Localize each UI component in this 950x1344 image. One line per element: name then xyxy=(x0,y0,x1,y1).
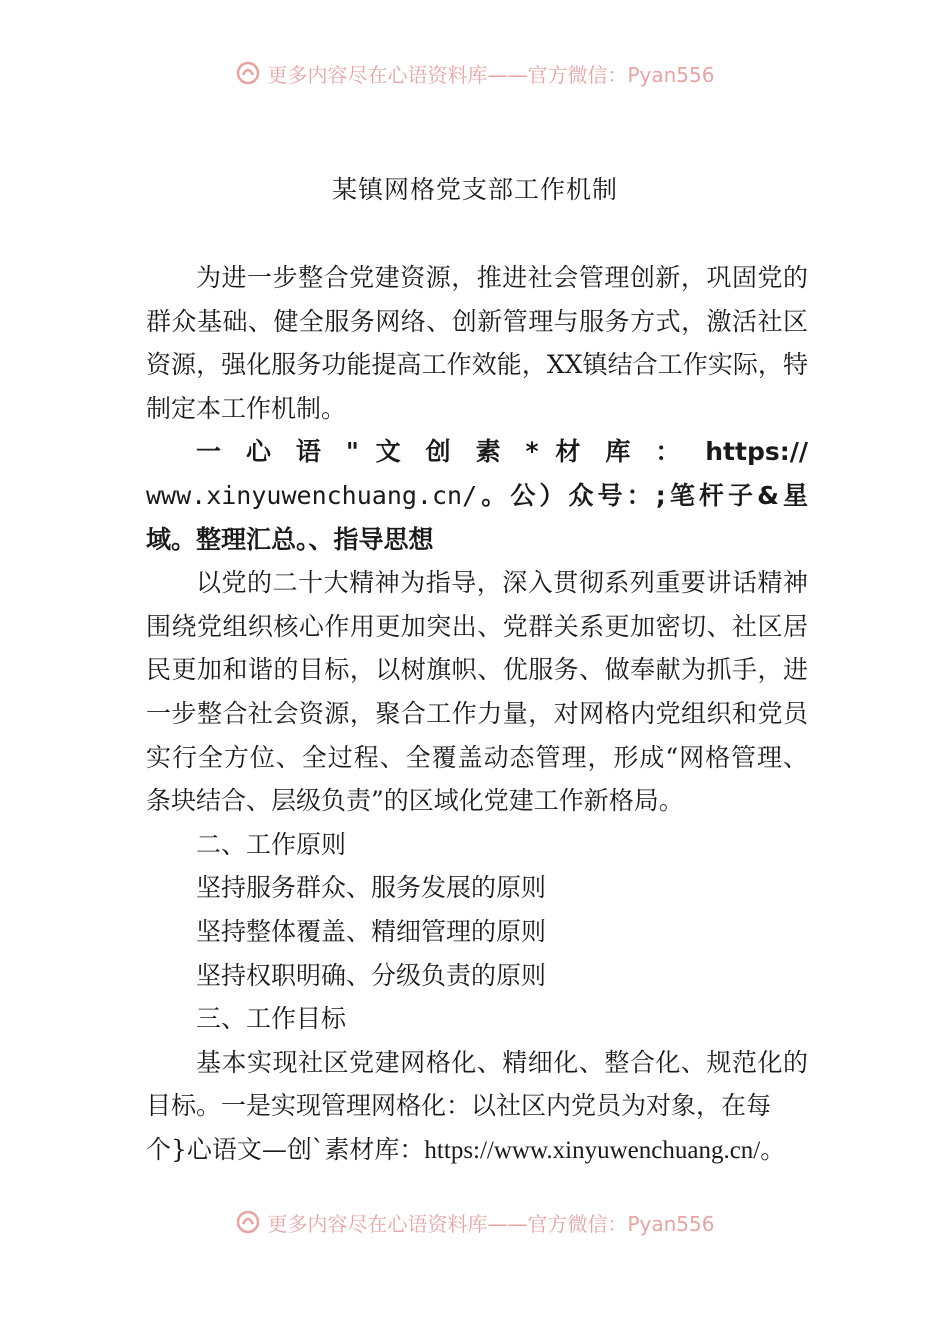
principle-item: 坚持服务群众、服务发展的原则 xyxy=(196,873,547,903)
last-line xyxy=(146,1128,808,1173)
watermark-text: 更多内容尽在心语资料库——官方微信：Pyan556 xyxy=(267,62,715,87)
section-heading-principles: 二、工作原则 xyxy=(196,829,347,859)
last-line-url: https://www.xinyuwenchuang.cn/ xyxy=(424,1136,761,1164)
ad-line-text: 一 心 语 " 文 创 素 * 材 库 ： https:// xyxy=(196,437,808,467)
brand-logo-icon xyxy=(235,60,261,86)
document-title: 某镇网格党支部工作机制 xyxy=(331,175,618,204)
ad-continuation xyxy=(146,474,808,561)
principle-item: 坚持权职明确、分级负责的原则 xyxy=(196,960,547,990)
brand-logo-icon xyxy=(235,1209,261,1235)
ad-url: www.xinyuwenchuang.cn/ xyxy=(146,480,478,510)
last-line-suffix: 。 xyxy=(760,1134,786,1164)
section-heading-goals: 三、工作目标 xyxy=(196,1004,347,1034)
principle-item: 坚持整体覆盖、精细管理的原则 xyxy=(196,916,547,946)
watermark-text: 更多内容尽在心语资料库——官方微信：Pyan556 xyxy=(267,1211,715,1236)
last-line-prefix: 个}心语文—创`素材库： xyxy=(146,1134,425,1164)
guiding-heading: 。公）众号：;笔杆子&星域。整理汇总。、指导思想 xyxy=(146,480,808,554)
intro-paragraph: 为进一步整合党建资源，推进社会管理创新，巩固党的群众基础、健全服务网络、创新管理与服务方式，激活社区资源，强化服务功能提高工作效能，XX镇结合工作实际，特制定本工作机制。 xyxy=(146,263,808,423)
ad-line xyxy=(146,430,808,474)
watermark-header xyxy=(0,58,950,88)
document-body xyxy=(146,256,808,1172)
guiding-paragraph: 以党的二十大精神为指导，深入贯彻系列重要讲话精神围绕党组织核心作用更加突出、党群关系更加密切、社区居民更加和谐的目标，以树旗帜、优服务、做奉献为抓手，进一步整合社会资源，聚合工作力量，对网格内党组织和党员实行全方位、全过程、全覆盖动态管理，形成“网格管理、条块结合、层级负责”的区域化党建工作新格局。 xyxy=(146,568,808,816)
goals-paragraph: 基本实现社区党建网格化、精细化、整合化、规范化的目标。一是实现管理网格化：以社区内党员为对象，在每 xyxy=(146,1047,808,1121)
watermark-footer xyxy=(0,1207,950,1237)
